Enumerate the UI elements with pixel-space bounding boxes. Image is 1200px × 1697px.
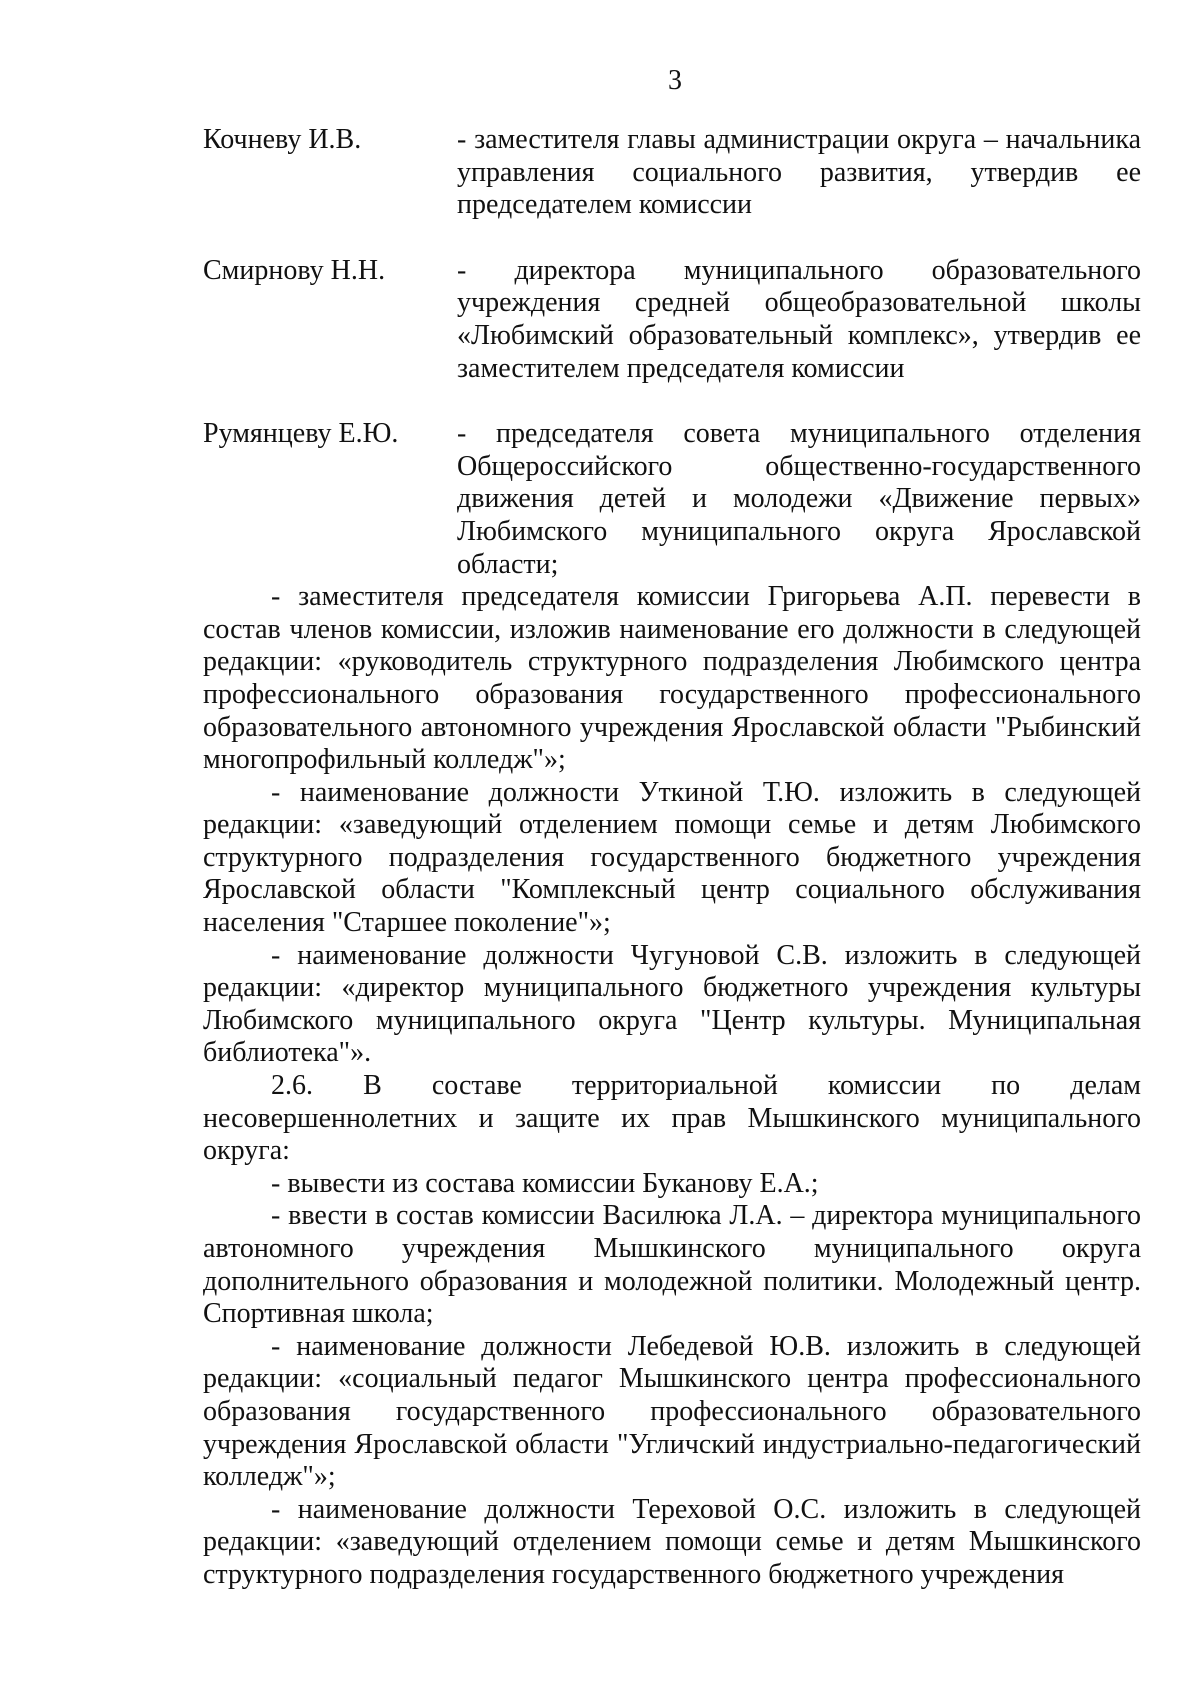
member-description: - заместителя главы администрации округа – начальника управления социального развития, утвердив ее председателем комиссии [457, 124, 1141, 221]
commission-member-entry [203, 255, 1141, 385]
member-description: - директора муниципального образовательного учреждения средней общеобразовательной школы «Любимский образовательный комплекс», утвердив ее заместителем председателя комиссии [457, 254, 1141, 384]
body-paragraph: - наименование должности Чугуновой С.В. изложить в следующей редакции: «директор муниципального бюджетного учреждения культуры Любимского муниципального округа "Центр культуры. Муниципальная библиотека"». [203, 939, 1141, 1069]
commission-member-entry [203, 124, 1141, 222]
document-body [203, 124, 1141, 1592]
spacer [203, 385, 1141, 418]
member-name: Румянцеву Е.Ю. [203, 418, 399, 450]
body-paragraph: - вывести из состава комиссии Буканову Е.А.; [271, 1167, 819, 1199]
body-paragraph: - наименование должности Уткиной Т.Ю. изложить в следующей редакции: «заведующий отделением помощи семье и детям Любимского структурного подразделения государственного бюджетного учреждения Ярославской области "Комплексный центр социального обслуживания населения "Старшее поколение"»; [203, 776, 1141, 939]
body-paragraph: - наименование должности Лебедевой Ю.В. изложить в следующей редакции: «социальный педагог Мышкинского центра профессионального образования государственного профессионального образовательного учреждения Ярославской области "Угличский индустриально-педагогический колледж"»; [203, 1330, 1141, 1493]
section-heading-paragraph: 2.6. В составе территориальной комиссии по делам несовершеннолетних и защите их прав Мышкинского муниципального округа: [203, 1070, 1141, 1167]
page-number: 3 [668, 65, 682, 96]
commission-member-entry [203, 418, 1141, 581]
member-name: Смирнову Н.Н. [203, 254, 386, 286]
spacer [203, 222, 1141, 255]
body-paragraph: - наименование должности Тереховой О.С. изложить в следующей редакции: «заведующий отделением помощи семье и детям Мышкинского структурного подразделения государственного бюджетного учреждения [203, 1493, 1141, 1590]
body-paragraph: - заместителя председателя комиссии Григорьева А.П. перевести в состав членов комиссии, изложив наименование его должности в следующей редакции: «руководитель структурного подразделения Любимского центра профессионального образования государственного профессионального образовательного автономного учреждения Ярославской области "Рыбинский многопрофильный колледж"»; [203, 581, 1141, 776]
body-paragraph: - ввести в состав комиссии Василюка Л.А. – директора муниципального автономного учреждения Мышкинского муниципального округа дополнительного образования и молодежной политики. Молодежный центр. Спортивная школа; [203, 1200, 1141, 1330]
member-name: Кочневу И.В. [203, 124, 362, 155]
member-description: - председателя совета муниципального отделения Общероссийского общественно-государственного движения детей и молодежи «Движение первых» Любимского муниципального округа Ярославской области; [457, 418, 1141, 580]
